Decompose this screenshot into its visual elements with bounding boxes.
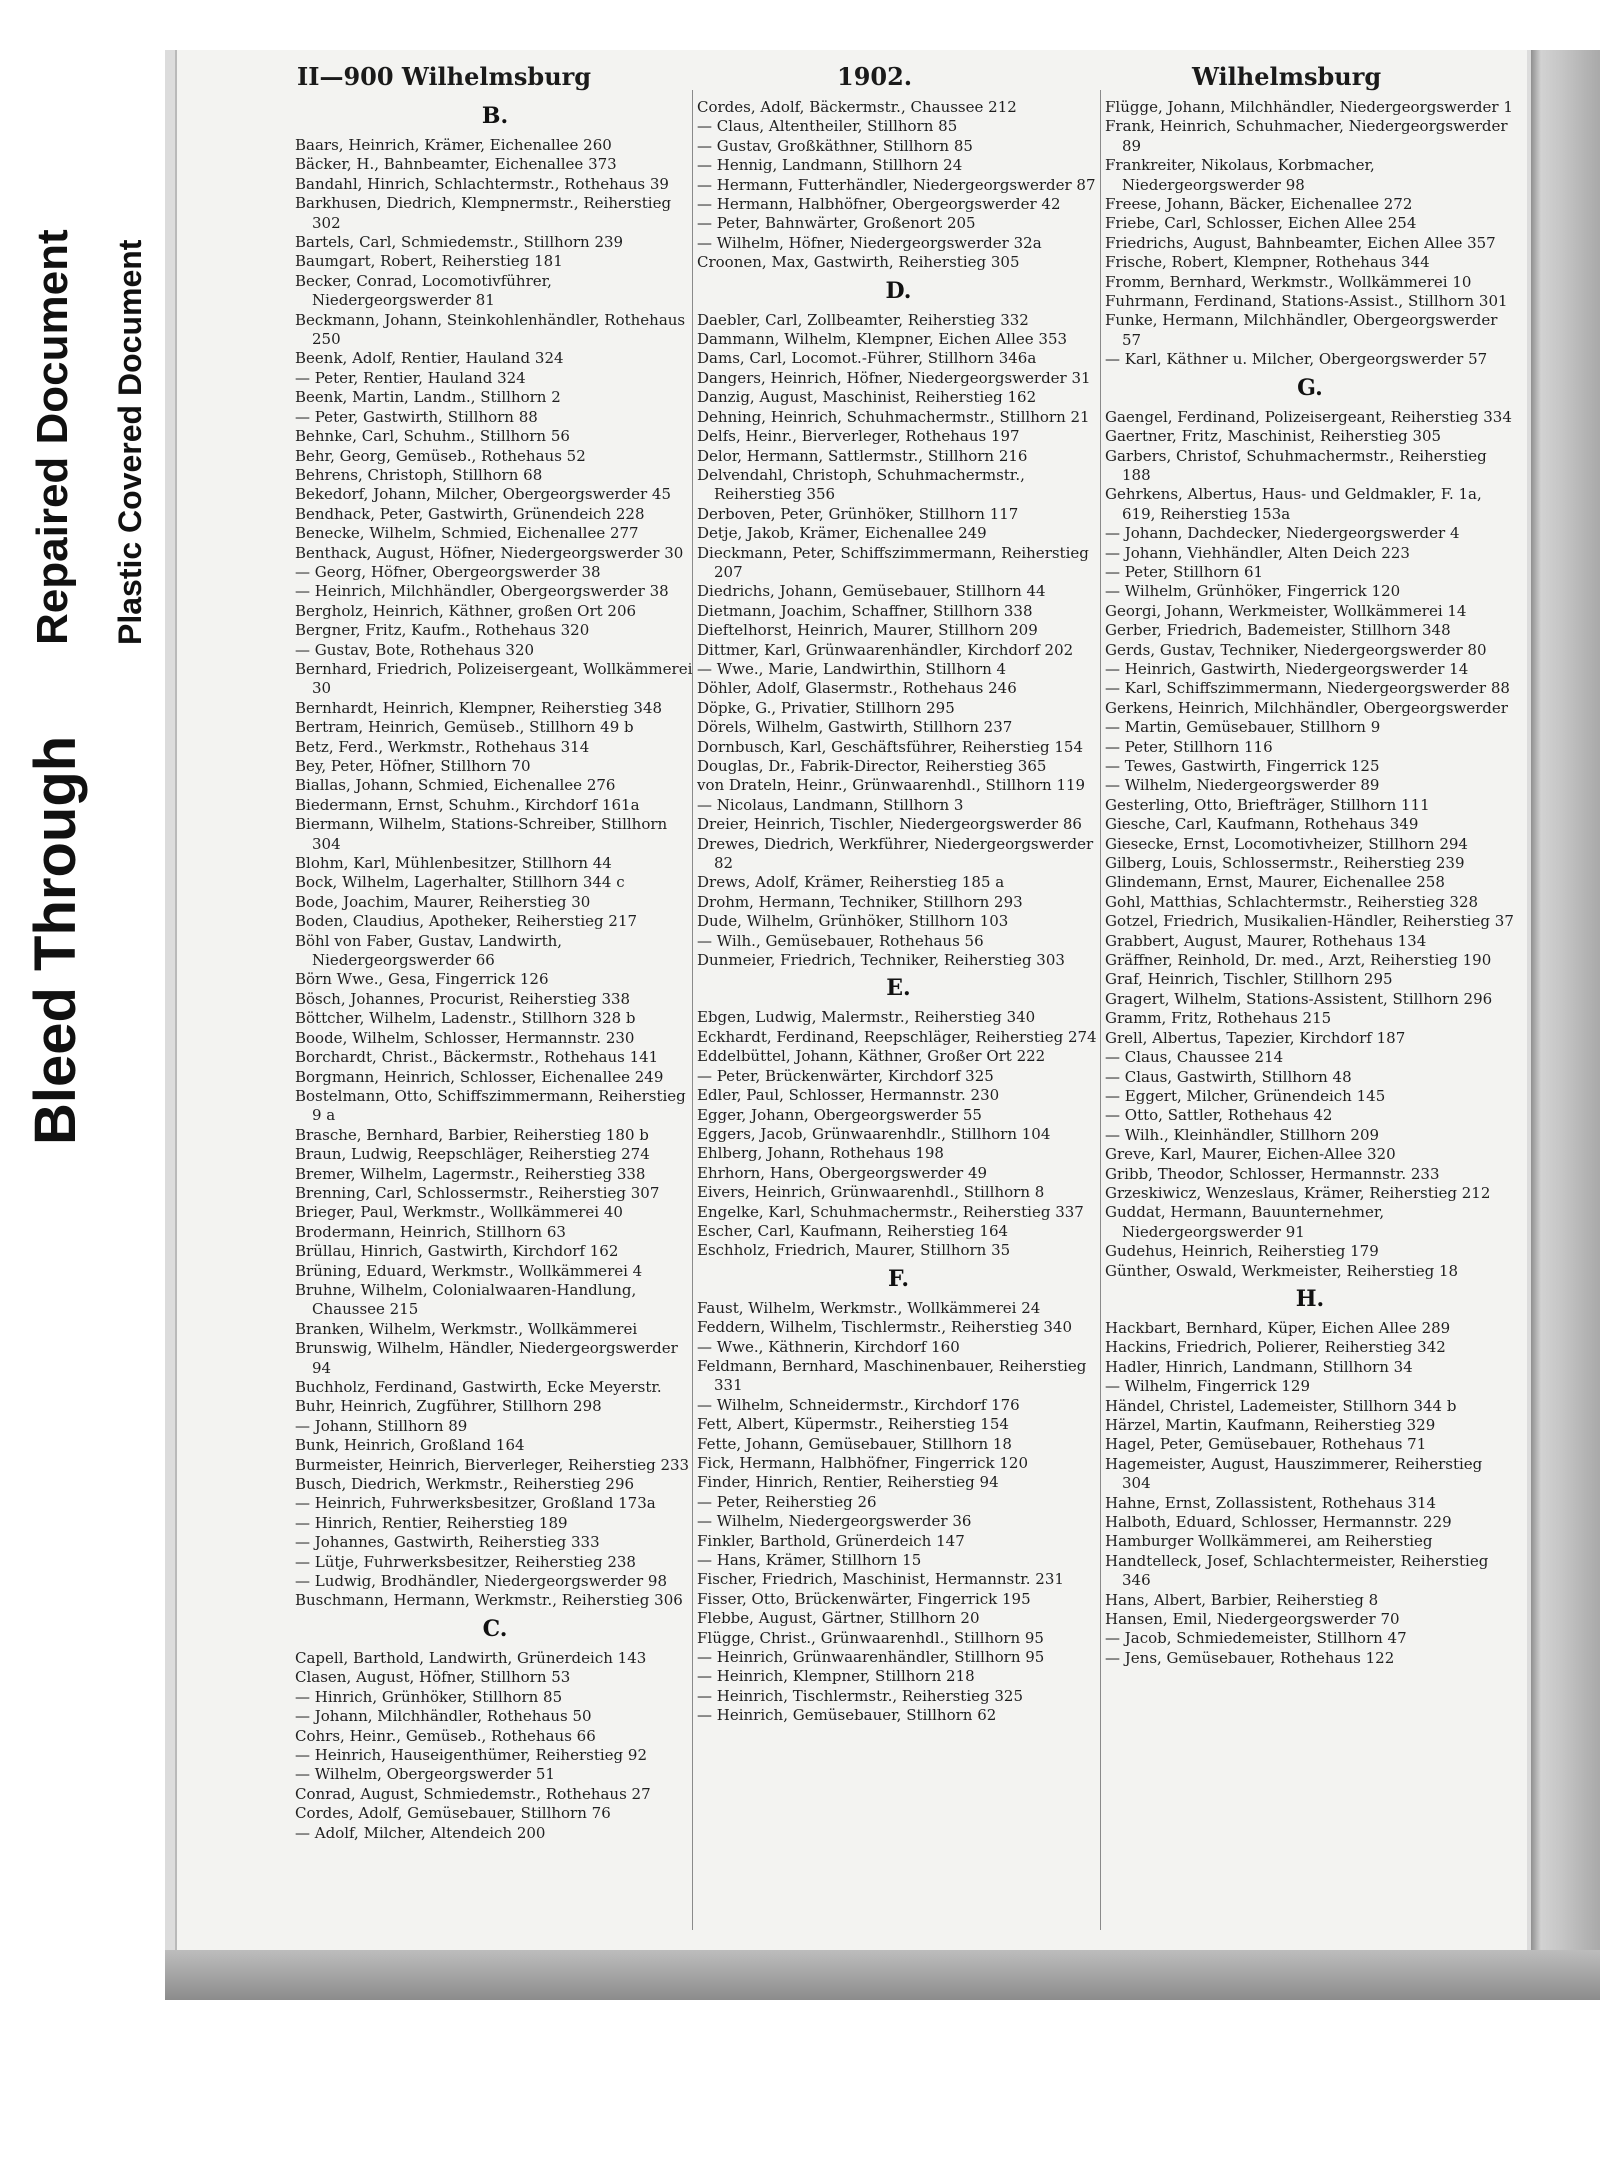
scanned-page-area	[165, 50, 1600, 2000]
directory-entry: Graf, Heinrich, Tischler, Stillhorn 295	[1105, 970, 1393, 989]
directory-entry: Giesecke, Ernst, Locomotivheizer, Stillhorn 294	[1105, 834, 1468, 853]
directory-entry: Feldmann, Bernhard, Maschinenbauer, Reiherstieg 331	[697, 1356, 1087, 1395]
directory-entry: Gesterling, Otto, Briefträger, Stillhorn 111	[1105, 795, 1430, 814]
directory-entry: Drews, Adolf, Krämer, Reiherstieg 185 a	[697, 873, 1005, 892]
directory-entry: — Peter, Brückenwärter, Kirchdorf 325	[697, 1066, 994, 1085]
directory-entry: Börn Wwe., Gesa, Fingerrick 126	[295, 970, 549, 989]
directory-entry: Dieckmann, Peter, Schiffszimmermann, Reiherstieg 207	[697, 543, 1089, 581]
directory-entry: Flügge, Johann, Milchhändler, Niedergeorgswerder 1	[1105, 98, 1513, 116]
directory-entry: Garbers, Christof, Schuhmachermstr., Reiherstieg 188	[1105, 446, 1487, 484]
directory-entry: Gehrkens, Albertus, Haus- und Geldmakler, F. 1a, 619, Reiherstieg 153a	[1105, 485, 1482, 523]
directory-entry: Dams, Carl, Locomot.-Führer, Stillhorn 346a	[697, 349, 1037, 368]
directory-entry: — Heinrich, Klempner, Stillhorn 218	[697, 1667, 975, 1686]
directory-entry: Bendhack, Peter, Gastwirth, Grünendeich 228	[295, 504, 645, 523]
directory-entry: Faust, Wilhelm, Werkmstr., Wollkämmerei 24	[697, 1298, 1041, 1317]
directory-entry: Burmeister, Heinrich, Bierverleger, Reiherstieg 233	[295, 1455, 690, 1474]
directory-entry: Gribb, Theodor, Schlosser, Hermannstr. 233	[1105, 1164, 1440, 1183]
directory-entry: Bekedorf, Johann, Milcher, Obergeorgswerder 45	[295, 485, 671, 504]
directory-entry: Boden, Claudius, Apotheker, Reiherstieg 217	[295, 912, 638, 931]
directory-entry: — Wwe., Käthnerin, Kirchdorf 160	[697, 1337, 960, 1356]
directory-entry: Greve, Karl, Maurer, Eichen-Allee 320	[1105, 1145, 1396, 1164]
directory-entry: — Johannes, Gastwirth, Reiherstieg 333	[295, 1533, 600, 1552]
directory-entry: Freese, Johann, Bäcker, Eichenallee 272	[1105, 195, 1413, 214]
directory-entry: — Wilhelm, Schneidermstr., Kirchdorf 176	[697, 1395, 1020, 1414]
directory-entry: — Wilhelm, Obergeorgswerder 51	[295, 1765, 555, 1784]
directory-entry: Busch, Diedrich, Werkmstr., Reiherstieg 296	[295, 1475, 635, 1494]
directory-entry: Gilberg, Louis, Schlossermstr., Reiherstieg 239	[1105, 854, 1465, 873]
directory-entry: Becker, Conrad, Locomotivführer, Niedergeorgswerder 81	[295, 271, 552, 310]
directory-entry: — Heinrich, Tischlermstr., Reiherstieg 325	[697, 1686, 1024, 1705]
directory-entry: — Wilhelm, Höfner, Niedergeorgswerder 32a	[697, 233, 1042, 252]
directory-entry: — Claus, Gastwirth, Stillhorn 48	[1105, 1067, 1352, 1086]
directory-entry: — Karl, Käthner u. Milcher, Obergeorgswerder 57	[1105, 350, 1488, 369]
directory-entry: — Adolf, Milcher, Altendeich 200	[295, 1823, 546, 1842]
directory-column-2	[697, 98, 1100, 1928]
directory-entry: — Hinrich, Grünhöker, Stillhorn 85	[295, 1687, 563, 1706]
directory-entry: Flügge, Christ., Grünwaarenhdl., Stillhorn 95	[697, 1628, 1044, 1647]
directory-entry: Hagemeister, August, Hauszimmerer, Reiherstieg 304	[1105, 1454, 1483, 1493]
directory-entry: Brieger, Paul, Werkmstr., Wollkämmerei 40	[295, 1203, 623, 1222]
directory-entry: — Martin, Gemüsebauer, Stillhorn 9	[1105, 718, 1381, 737]
directory-entry: Georgi, Johann, Werkmeister, Wollkämmerei 14	[1105, 601, 1467, 620]
directory-entry: Buschmann, Hermann, Werkmstr., Reiherstieg 306	[295, 1591, 683, 1610]
directory-entry: Eivers, Heinrich, Grünwaarenhdl., Stillhorn 8	[697, 1183, 1045, 1202]
directory-entry: Ebgen, Ludwig, Malermstr., Reiherstieg 340	[697, 1008, 1036, 1027]
directory-entry: Dörels, Wilhelm, Gastwirth, Stillhorn 237	[697, 718, 1013, 737]
directory-entry: Brodermann, Heinrich, Stillhorn 63	[295, 1222, 566, 1241]
directory-entry: Cordes, Adolf, Bäckermstr., Chaussee 212	[697, 98, 1017, 116]
directory-entry: Günther, Oswald, Werkmeister, Reiherstieg 18	[1105, 1261, 1459, 1280]
directory-entry: Händel, Christel, Lademeister, Stillhorn 344 b	[1105, 1396, 1457, 1415]
directory-entry: Dittmer, Karl, Grünwaarenhändler, Kirchdorf 202	[697, 640, 1074, 659]
directory-entry: — Wilhelm, Fingerrick 129	[1105, 1377, 1310, 1396]
directory-entry: Dangers, Heinrich, Höfner, Niedergeorgswerder 31	[697, 368, 1091, 387]
directory-entry: Cordes, Adolf, Gemüsebauer, Stillhorn 76	[295, 1804, 611, 1823]
directory-entry: Borchardt, Christ., Bäckermstr., Rothehaus 141	[295, 1048, 659, 1067]
directory-entry: Beenk, Adolf, Rentier, Hauland 324	[295, 349, 564, 368]
directory-entry: Hadler, Hinrich, Landmann, Stillhorn 34	[1105, 1357, 1413, 1376]
directory-entry: Fromm, Bernhard, Werkmstr., Wollkämmerei 10	[1105, 272, 1472, 291]
directory-entry: Brunswig, Wilhelm, Händler, Niedergeorgswerder 94	[295, 1339, 678, 1377]
page-edge-shadow	[1531, 50, 1600, 2000]
section-letter: H.	[1295, 1285, 1325, 1312]
directory-entry: — Jacob, Schmiedemeister, Stillhorn 47	[1105, 1629, 1407, 1648]
directory-entry: Bäcker, H., Bahnbeamter, Eichenallee 373	[295, 155, 617, 174]
directory-entry: — Johann, Stillhorn 89	[295, 1416, 468, 1435]
directory-entry: — Georg, Höfner, Obergeorgswerder 38	[295, 562, 601, 581]
directory-entry: — Johann, Milchhändler, Rothehaus 50	[295, 1707, 592, 1726]
directory-entry: Bode, Joachim, Maurer, Reiherstieg 30	[295, 892, 591, 911]
directory-entry: Friebe, Carl, Schlosser, Eichen Allee 254	[1105, 214, 1417, 233]
page-header	[177, 62, 1527, 98]
directory-entry: — Johann, Dachdecker, Niedergeorgswerder 4	[1105, 524, 1460, 543]
directory-entry: Eckhardt, Ferdinand, Reepschläger, Reiherstieg 274	[697, 1027, 1097, 1046]
directory-entry: Hackbart, Bernhard, Küper, Eichen Allee 289	[1105, 1318, 1451, 1337]
directory-entry: Bertram, Heinrich, Gemüseb., Stillhorn 49 b	[295, 718, 634, 737]
directory-entry: Gerber, Friedrich, Bademeister, Stillhorn 348	[1105, 621, 1451, 640]
directory-entry: Bandahl, Hinrich, Schlachtermstr., Rothehaus 39	[295, 174, 669, 193]
directory-entry: Bremer, Wilhelm, Lagermstr., Reiherstieg 338	[295, 1164, 646, 1183]
directory-entry: Biallas, Johann, Schmied, Eichenallee 276	[295, 776, 616, 795]
directory-entry: — Lütje, Fuhrwerksbesitzer, Reiherstieg 238	[295, 1552, 636, 1571]
directory-entry: Grzeskiwicz, Wenzeslaus, Krämer, Reiherstieg 212	[1105, 1183, 1491, 1202]
bleed-through-label: Bleed Through	[23, 735, 88, 1145]
directory-entry: — Otto, Sattler, Rothehaus 42	[1105, 1106, 1333, 1125]
directory-entry: Braun, Ludwig, Reepschläger, Reiherstieg 274	[295, 1145, 650, 1164]
directory-entry: — Heinrich, Milchhändler, Obergeorgswerder 38	[295, 582, 669, 601]
directory-entry: Betz, Ferd., Werkmstr., Rothehaus 314	[295, 737, 590, 756]
repaired-document-label: Repaired Document	[28, 229, 77, 645]
directory-entry: Douglas, Dr., Fabrik-Director, Reiherstieg 365	[697, 757, 1047, 775]
directory-entry: — Wwe., Marie, Landwirthin, Stillhorn 4	[697, 659, 1007, 678]
directory-column-3	[1105, 98, 1515, 1928]
directory-entry: — Gustav, Bote, Rothehaus 320	[295, 640, 535, 659]
annotation-strip	[0, 50, 175, 2000]
directory-entry: Behr, Georg, Gemüseb., Rothehaus 52	[295, 446, 586, 465]
directory-entry: Guddat, Hermann, Bauunternehmer, Niedergeorgswerder 91	[1105, 1203, 1385, 1241]
directory-entry: Friedrichs, August, Bahnbeamter, Eichen Allee 357	[1105, 233, 1496, 252]
directory-entry: — Nicolaus, Landmann, Stillhorn 3	[697, 795, 964, 814]
directory-entry: Beenk, Martin, Landm., Stillhorn 2	[295, 388, 561, 407]
directory-entry: Dietmann, Joachim, Schaffner, Stillhorn 338	[697, 601, 1033, 620]
directory-entry: Bergholz, Heinrich, Käthner, großen Ort 206	[295, 601, 637, 620]
directory-entry: — Peter, Reiherstieg 26	[697, 1492, 877, 1511]
directory-entry: — Claus, Altentheiler, Stillhorn 85	[697, 117, 958, 136]
directory-entry: Baumgart, Robert, Reiherstieg 181	[295, 252, 563, 271]
directory-entry: Bartels, Carl, Schmiedemstr., Stillhorn 239	[295, 233, 624, 252]
directory-entry: Finkler, Barthold, Grünerdeich 147	[697, 1531, 965, 1550]
directory-entry: — Johann, Viehhändler, Alten Deich 223	[1105, 543, 1410, 562]
directory-entry: Bergner, Fritz, Kaufm., Rothehaus 320	[295, 621, 590, 640]
directory-entry: Frankreiter, Nikolaus, Korbmacher, Niedergeorgswerder 98	[1105, 156, 1375, 194]
directory-entry: Bösch, Johannes, Procurist, Reiherstieg 338	[295, 989, 631, 1008]
directory-entry: Egger, Johann, Obergeorgswerder 55	[697, 1105, 982, 1124]
directory-entry: — Wilh., Kleinhändler, Stillhorn 209	[1105, 1125, 1380, 1144]
directory-entry: Croonen, Max, Gastwirth, Reiherstieg 305	[697, 253, 1020, 272]
directory-entry: Bostelmann, Otto, Schiffszimmermann, Reiherstieg 9 a	[295, 1086, 686, 1125]
directory-entry: Ehlberg, Johann, Rothehaus 198	[697, 1144, 944, 1163]
directory-entry: Bunk, Heinrich, Großland 164	[295, 1436, 525, 1455]
directory-column-1	[295, 98, 695, 1928]
header-left: II—900 Wilhelmsburg	[297, 62, 592, 91]
directory-entry: Detje, Jakob, Krämer, Eichenallee 249	[697, 524, 987, 543]
directory-entry: — Eggert, Milcher, Grünendeich 145	[1105, 1086, 1386, 1105]
directory-entry: Fischer, Friedrich, Maschinist, Hermannstr. 231	[697, 1570, 1064, 1589]
directory-entry: — Hans, Krämer, Stillhorn 15	[697, 1551, 922, 1570]
directory-entry: Boode, Wilhelm, Schlosser, Hermannstr. 230	[295, 1028, 635, 1047]
directory-entry: Delvendahl, Christoph, Schuhmachermstr., Reiherstieg 356	[697, 465, 1025, 504]
directory-entry: — Hermann, Halbhöfner, Obergeorgswerder 42	[697, 195, 1061, 214]
directory-entry: Fette, Johann, Gemüsebauer, Stillhorn 18	[697, 1434, 1012, 1453]
directory-entry: — Hennig, Landmann, Stillhorn 24	[697, 156, 963, 175]
directory-entry: Böttcher, Wilhelm, Ladenstr., Stillhorn 328 b	[295, 1009, 636, 1028]
directory-entry: Daebler, Carl, Zollbeamter, Reiherstieg 332	[697, 310, 1029, 329]
plastic-covered-label: Plastic Covered Document	[112, 239, 148, 645]
scan-bottom-edge	[165, 1950, 1600, 2000]
directory-entry: Gerds, Gustav, Techniker, Niedergeorgswerder 80	[1105, 640, 1487, 659]
directory-entry: Clasen, August, Höfner, Stillhorn 53	[295, 1668, 571, 1687]
directory-entry: Drohm, Hermann, Techniker, Stillhorn 293	[697, 892, 1023, 911]
directory-entry: Gerkens, Heinrich, Milchhändler, Obergeorgswerder	[1105, 698, 1508, 717]
directory-entry: Frische, Robert, Klempner, Rothehaus 344	[1105, 253, 1430, 272]
directory-entry: Baars, Heinrich, Krämer, Eichenallee 260	[295, 136, 612, 154]
section-letter: D.	[885, 277, 912, 304]
directory-entry: — Peter, Stillhorn 61	[1105, 562, 1264, 581]
directory-entry: — Ludwig, Brodhändler, Niedergeorgswerder 98	[295, 1572, 668, 1591]
section-letter: E.	[886, 975, 911, 1002]
directory-entry: Capell, Barthold, Landwirth, Grünerdeich 143	[295, 1648, 647, 1667]
section-letter: C.	[482, 1615, 508, 1642]
directory-entry: — Hermann, Futterhändler, Niedergeorgswerder 87	[697, 175, 1096, 194]
directory-entry: — Heinrich, Hauseigenthümer, Reiherstieg 92	[295, 1745, 647, 1764]
directory-entry: Gohl, Matthias, Schlachtermstr., Reiherstieg 328	[1105, 892, 1479, 911]
directory-entry: — Heinrich, Gastwirth, Niedergeorgswerder 14	[1105, 659, 1469, 678]
directory-entry: Gudehus, Heinrich, Reiherstieg 179	[1105, 1242, 1379, 1261]
directory-entry: Giesche, Carl, Kaufmann, Rothehaus 349	[1105, 815, 1419, 834]
directory-entry: — Peter, Stillhorn 116	[1105, 737, 1273, 756]
directory-entry: Finder, Hinrich, Rentier, Reiherstieg 94	[697, 1473, 999, 1492]
directory-entry: — Wilh., Gemüsebauer, Rothehaus 56	[697, 931, 984, 950]
directory-entry: Fick, Hermann, Halbhöfner, Fingerrick 120	[697, 1454, 1029, 1472]
directory-entry: Gramm, Fritz, Rothehaus 215	[1105, 1009, 1332, 1028]
directory-entry: Brüllau, Hinrich, Gastwirth, Kirchdorf 162	[295, 1242, 619, 1261]
directory-entry: — Heinrich, Gemüsebauer, Stillhorn 62	[697, 1706, 997, 1725]
directory-entry: Dreier, Heinrich, Tischler, Niedergeorgswerder 86	[697, 815, 1082, 834]
directory-entry: — Gustav, Großkäthner, Stillhorn 85	[697, 136, 973, 155]
directory-entry: — Heinrich, Fuhrwerksbesitzer, Großland 173a	[295, 1494, 656, 1513]
directory-entry: Halboth, Eduard, Schlosser, Hermannstr. 229	[1105, 1513, 1452, 1532]
directory-entry: Biermann, Wilhelm, Stations-Schreiber, Stillhorn 304	[295, 815, 668, 853]
directory-entry: Bernhardt, Heinrich, Klempner, Reiherstieg 348	[295, 698, 663, 717]
directory-entry: Hahne, Ernst, Zollassistent, Rothehaus 314	[1105, 1493, 1437, 1512]
directory-entry: Dehning, Heinrich, Schuhmachermstr., Stillhorn 21	[697, 407, 1090, 426]
directory-entry: Cohrs, Heinr., Gemüseb., Rothehaus 66	[295, 1726, 596, 1745]
directory-entry: Benthack, August, Höfner, Niedergeorgswerder 30	[295, 543, 684, 562]
directory-entry: Hamburger Wollkämmerei, am Reiherstieg	[1105, 1532, 1433, 1551]
directory-entry: — Peter, Rentier, Hauland 324	[295, 368, 526, 387]
directory-entry: Derboven, Peter, Grünhöker, Stillhorn 117	[697, 504, 1019, 523]
directory-entry: Dammann, Wilhelm, Klempner, Eichen Allee 353	[697, 330, 1068, 349]
directory-entry: Branken, Wilhelm, Werkmstr., Wollkämmerei	[295, 1319, 638, 1338]
directory-entry: Grell, Albertus, Tapezier, Kirchdorf 187	[1105, 1028, 1406, 1047]
directory-entry: Brüning, Eduard, Werkmstr., Wollkämmerei 4	[295, 1261, 643, 1280]
directory-entry: Conrad, August, Schmiedemstr., Rothehaus 27	[295, 1784, 651, 1803]
directory-entry: Gotzel, Friedrich, Musikalien-Händler, Reiherstieg 37	[1105, 912, 1514, 931]
directory-entry: — Peter, Bahnwärter, Großenort 205	[697, 214, 976, 233]
directory-entry: Buhr, Heinrich, Zugführer, Stillhorn 298	[295, 1397, 602, 1416]
directory-entry: Gragert, Wilhelm, Stations-Assistent, Stillhorn 296	[1105, 989, 1493, 1008]
directory-entry: Döpke, G., Privatier, Stillhorn 295	[697, 698, 955, 717]
directory-entry: Borgmann, Heinrich, Schlosser, Eichenallee 249	[295, 1067, 664, 1086]
directory-entry: Funke, Hermann, Milchhändler, Obergeorgswerder 57	[1105, 311, 1498, 349]
directory-entry: — Tewes, Gastwirth, Fingerrick 125	[1105, 757, 1380, 775]
directory-entry: — Claus, Chaussee 214	[1105, 1048, 1284, 1067]
directory-page	[175, 50, 1527, 1950]
directory-entry: — Karl, Schiffszimmermann, Niedergeorgswerder 88	[1105, 679, 1510, 698]
directory-entry: Hagel, Peter, Gemüsebauer, Rothehaus 71	[1105, 1435, 1427, 1454]
directory-entry: Feddern, Wilhelm, Tischlermstr., Reiherstieg 340	[697, 1318, 1073, 1337]
directory-entry: Hackins, Friedrich, Polierer, Reiherstieg 342	[1105, 1338, 1446, 1357]
section-letter: G.	[1297, 374, 1323, 401]
section-letter: F.	[887, 1265, 910, 1292]
directory-entry: Behnke, Carl, Schuhm., Stillhorn 56	[295, 427, 570, 446]
directory-entry: Benecke, Wilhelm, Schmied, Eichenallee 277	[295, 524, 639, 543]
directory-entry: Blohm, Karl, Mühlenbesitzer, Stillhorn 44	[295, 854, 612, 873]
directory-entry: Diedrichs, Johann, Gemüsebauer, Stillhorn 44	[697, 582, 1046, 601]
directory-entry: Engelke, Karl, Schuhmachermstr., Reiherstieg 337	[697, 1202, 1084, 1221]
directory-entry: — Peter, Gastwirth, Stillhorn 88	[295, 407, 538, 426]
directory-entry: Gaertner, Fritz, Maschinist, Reiherstieg 305	[1105, 427, 1442, 446]
directory-entry: Danzig, August, Maschinist, Reiherstieg 162	[697, 388, 1037, 407]
directory-entry: Handtelleck, Josef, Schlachtermeister, Reiherstieg 346	[1105, 1551, 1489, 1590]
directory-entry: Gräffner, Reinhold, Dr. med., Arzt, Reiherstieg 190	[1105, 951, 1492, 970]
directory-entry: Dunmeier, Friedrich, Techniker, Reiherstieg 303	[697, 951, 1065, 970]
directory-entry: Behrens, Christoph, Stillhorn 68	[295, 465, 543, 484]
directory-entry: Eschholz, Friedrich, Maurer, Stillhorn 35	[697, 1241, 1011, 1260]
header-year: 1902.	[837, 62, 913, 91]
directory-entry: Bernhard, Friedrich, Polizeisergeant, Wollkämmerei 30	[295, 659, 693, 698]
directory-entry: — Wilhelm, Niedergeorgswerder 89	[1105, 776, 1380, 795]
directory-entry: Dornbusch, Karl, Geschäftsführer, Reiherstieg 154	[697, 737, 1083, 756]
directory-entry: Glindemann, Ernst, Maurer, Eichenallee 258	[1105, 873, 1445, 892]
directory-entry: — Heinrich, Grünwaarenhändler, Stillhorn 95	[697, 1648, 1045, 1667]
directory-entry: von Drateln, Heinr., Grünwaarenhdl., Stillhorn 119	[697, 776, 1086, 795]
directory-entry: — Wilhelm, Grünhöker, Fingerrick 120	[1105, 582, 1401, 601]
directory-entry: — Wilhelm, Niedergeorgswerder 36	[697, 1512, 972, 1531]
column-divider	[1100, 90, 1101, 1930]
directory-entry: Grabbert, August, Maurer, Rothehaus 134	[1105, 931, 1427, 950]
directory-entry: Delfs, Heinr., Bierverleger, Rothehaus 197	[697, 427, 1020, 446]
directory-entry: Eggers, Jacob, Grünwaarenhdlr., Stillhorn 104	[697, 1124, 1051, 1143]
directory-entry: Barkhusen, Diedrich, Klempnermstr., Reiherstieg 302	[295, 194, 672, 232]
directory-entry: Gaengel, Ferdinand, Polizeisergeant, Reiherstieg 334	[1105, 407, 1512, 426]
directory-entry: Beckmann, Johann, Steinkohlenhändler, Rothehaus 250	[295, 310, 686, 349]
directory-entry: Härzel, Martin, Kaufmann, Reiherstieg 329	[1105, 1416, 1436, 1434]
directory-entry: Flebbe, August, Gärtner, Stillhorn 20	[697, 1609, 980, 1628]
directory-entry: Dude, Wilhelm, Grünhöker, Stillhorn 103	[697, 912, 1009, 931]
directory-entry: Hans, Albert, Barbier, Reiherstieg 8	[1105, 1590, 1379, 1609]
directory-entry: Dieftelhorst, Heinrich, Maurer, Stillhorn 209	[697, 621, 1038, 640]
directory-entry: Drewes, Diedrich, Werkführer, Niedergeorgswerder 82	[697, 834, 1094, 873]
directory-entry: Hansen, Emil, Niedergeorgswerder 70	[1105, 1610, 1400, 1629]
directory-entry: Böhl von Faber, Gustav, Landwirth, Niedergeorgswerder 66	[295, 931, 563, 970]
directory-entry: Brasche, Bernhard, Barbier, Reiherstieg 180 b	[295, 1125, 649, 1144]
directory-entry: Buchholz, Ferdinand, Gastwirth, Ecke Meyerstr.	[295, 1378, 662, 1396]
directory-entry: Frank, Heinrich, Schuhmacher, Niedergeorgswerder 89	[1105, 117, 1508, 155]
directory-entry: Edler, Paul, Schlosser, Hermannstr. 230	[697, 1086, 1000, 1105]
directory-entry: Eddelbüttel, Johann, Käthner, Großer Ort 222	[697, 1047, 1046, 1066]
directory-entry: Escher, Carl, Kaufmann, Reiherstieg 164	[697, 1221, 1009, 1240]
directory-entry: Bock, Wilhelm, Lagerhalter, Stillhorn 344 c	[295, 873, 625, 892]
directory-entry: Bey, Peter, Höfner, Stillhorn 70	[295, 757, 531, 775]
header-right: Wilhelmsburg	[1192, 62, 1382, 91]
directory-entry: Biedermann, Ernst, Schuhm., Kirchdorf 161a	[295, 795, 640, 814]
directory-entry: — Hinrich, Rentier, Reiherstieg 189	[295, 1513, 568, 1532]
directory-entry: Bruhne, Wilhelm, Colonialwaaren-Handlung, Chaussee 215	[295, 1280, 637, 1319]
directory-entry: Fett, Albert, Küpermstr., Reiherstieg 154	[697, 1415, 1009, 1434]
directory-entry: Döhler, Adolf, Glasermstr., Rothehaus 246	[697, 679, 1017, 698]
directory-entry: Delor, Hermann, Sattlermstr., Stillhorn 216	[697, 446, 1028, 465]
directory-entry: Fuhrmann, Ferdinand, Stations-Assist., Stillhorn 301	[1105, 292, 1508, 311]
section-letter: B.	[481, 103, 509, 129]
directory-entry: Ehrhorn, Hans, Obergeorgswerder 49	[697, 1163, 988, 1182]
directory-entry: — Jens, Gemüsebauer, Rothehaus 122	[1105, 1648, 1395, 1667]
directory-entry: Brenning, Carl, Schlossermstr., Reiherstieg 307	[295, 1183, 660, 1202]
directory-entry: Fisser, Otto, Brückenwärter, Fingerrick 195	[697, 1589, 1031, 1608]
